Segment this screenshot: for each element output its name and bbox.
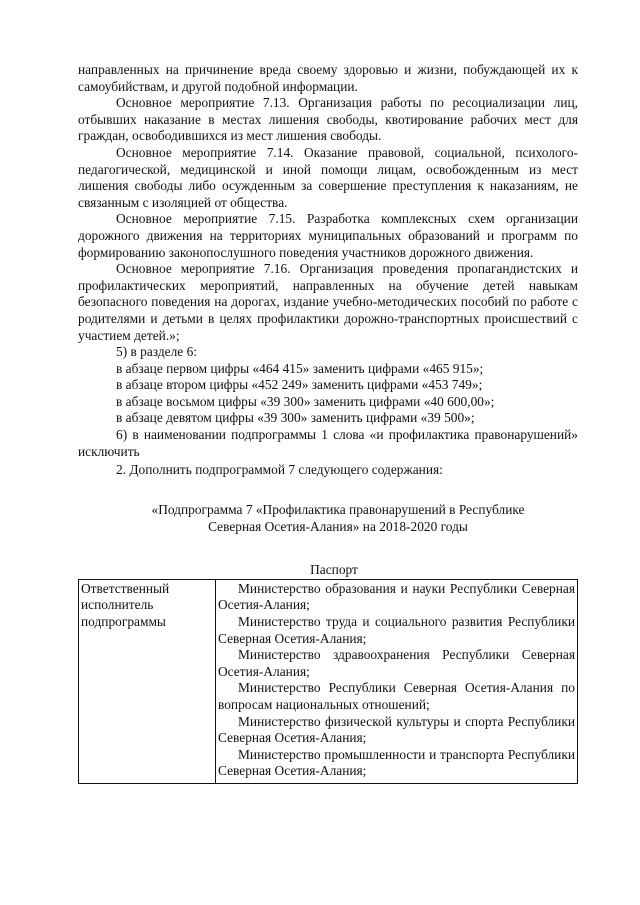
- paragraph-self-harm-info: направленных на причинение вреда своему здоровью и жизни, побуждающей их к самоубийствам, и другой подобной информации.: [78, 62, 578, 94]
- paragraph-measure-7-16: Основное мероприятие 7.16. Организация проведения пропагандистских и профилактических мероприятий, направленных на обучение детей навыкам безопасного поведения на дорогах, издание учебно-методических пособий по работе с родителями и детьми в целях профилактики дорожно-транспортных происшествий с участием детей.»;: [78, 261, 578, 343]
- responsible-executor-label-cell: [79, 579, 216, 783]
- paragraph-amend-second: в абзаце втором цифры «452 249» заменить цифрами «453 749»;: [116, 377, 483, 393]
- ministry-education: Министерство образования и науки Республики Северная Осетия-Алания;: [218, 580, 575, 613]
- passport-title: Паспорт: [310, 561, 358, 577]
- passport-table: [78, 579, 578, 784]
- paragraph-measure-7-15: Основное мероприятие 7.15. Разработка комплексных схем организации дорожного движения на территориях муниципальных образований и программ по формированию законопослушного поведения участников дорожного движения.: [78, 211, 578, 260]
- document-page: [78, 62, 578, 784]
- paragraph-amend-ninth: в абзаце девятом цифры «39 300» заменить цифрами «39 500»;: [116, 410, 475, 426]
- subprogram-heading: [78, 501, 578, 535]
- ministry-national-relations: Министерство Республики Северная Осетия-Алания по вопросам национальных отношений;: [218, 680, 575, 712]
- label-line: исполнитель: [81, 597, 154, 613]
- ministry-health: Министерство здравоохранения Республики Северная Осетия-Алания;: [218, 647, 575, 679]
- ministry-sport: Министерство физической культуры и спорта Республики Северная Осетия-Алания;: [218, 713, 575, 746]
- paragraph-add-subprogram-7: 2. Дополнить подпрограммой 7 следующего содержания:: [116, 462, 443, 478]
- paragraph-rename-subprogram-1: 6) в наименовании подпрограммы 1 слова «и профилактика правонарушений» исключить: [78, 427, 578, 459]
- label-line: подпрограммы: [81, 614, 166, 630]
- ministry-industry: Министерство промышленности и транспорта Республики Северная Осетия-Алания;: [218, 746, 575, 779]
- label-line: Ответственный: [81, 580, 170, 596]
- paragraph-amend-first: в абзаце первом цифры «464 415» заменить цифрами «465 915»;: [116, 360, 484, 376]
- ministry-labor: Министерство труда и социального развития Республики Северная Осетия-Алания;: [218, 614, 575, 646]
- table-row: [79, 579, 578, 783]
- subprogram-heading-line-1: «Подпрограмма 7 «Профилактика правонарушений в Республике: [151, 501, 525, 517]
- paragraph-measure-7-13: Основное мероприятие 7.13. Организация работы по ресоциализации лиц, отбывших наказание в местах лишения свободы, квотирование рабочих мест для граждан, освободившихся из мест лишения свободы.: [78, 95, 578, 144]
- paragraph-section-6: 5) в разделе 6:: [116, 344, 198, 360]
- paragraph-amend-eighth: в абзаце восьмом цифры «39 300» заменить цифрами «40 600,00»;: [116, 393, 495, 409]
- responsible-executor-value-cell: [216, 579, 578, 783]
- paragraph-measure-7-14: Основное мероприятие 7.14. Оказание правовой, социальной, психолого-педагогической, медицинской и иной помощи лицам, освобожденным из мест лишения свободы либо осужденным за совершение преступления к наказаниям, не связанным с изоляцией от общества.: [78, 144, 578, 210]
- subprogram-heading-line-2: Северная Осетия-Алания» на 2018-2020 годы: [208, 518, 468, 534]
